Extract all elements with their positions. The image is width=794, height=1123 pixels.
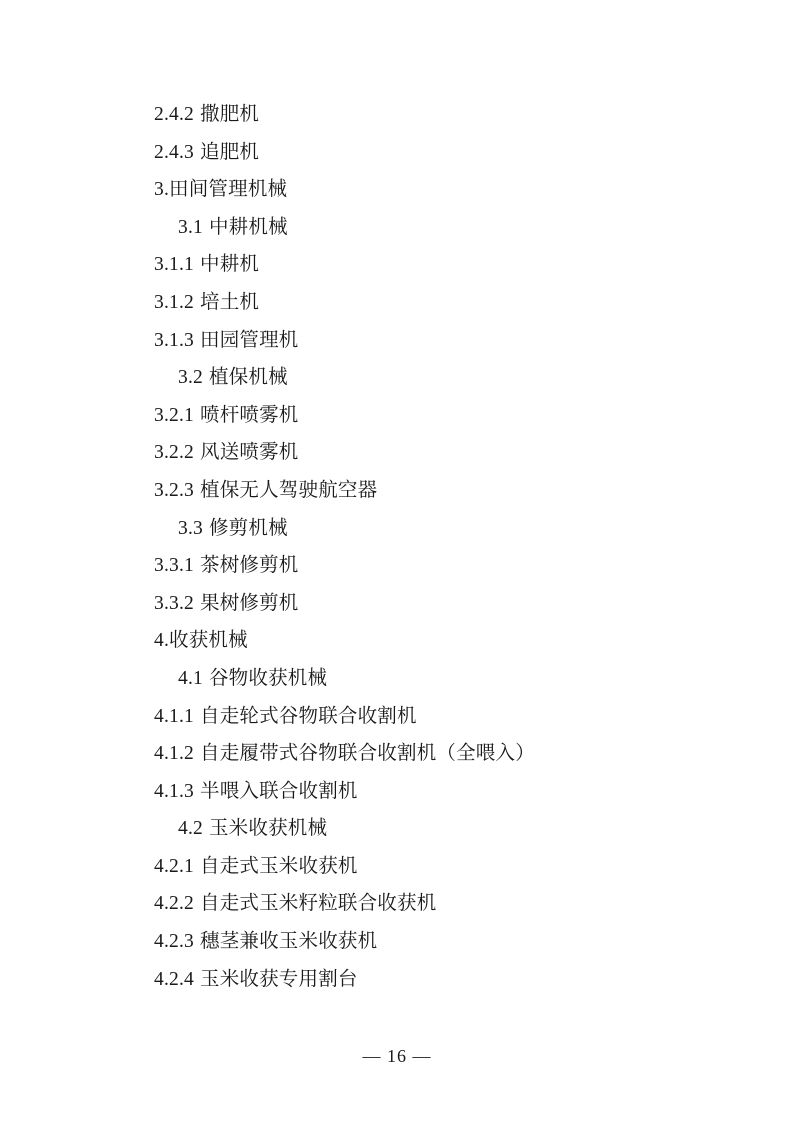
toc-entry[interactable] — [86, 585, 708, 623]
toc-entry-number: 3.2 — [178, 367, 203, 389]
table-of-contents — [86, 96, 708, 998]
toc-entry-title: 修剪机械 — [208, 517, 288, 539]
toc-entry[interactable] — [86, 810, 708, 848]
toc-entry-title: 中耕机械 — [208, 216, 288, 238]
toc-entry-title: 植保无人驾驶航空器 — [200, 479, 378, 501]
toc-entry-title: 玉米收获机械 — [208, 818, 328, 840]
toc-entry[interactable] — [86, 961, 708, 999]
toc-entry[interactable] — [86, 660, 708, 698]
toc-entry-title: 玉米收获专用割台 — [200, 968, 358, 990]
toc-entry-title: 田间管理机械 — [169, 179, 288, 201]
toc-entry[interactable] — [86, 735, 708, 773]
page-footer — [0, 1046, 794, 1067]
toc-entry[interactable] — [86, 284, 708, 322]
toc-entry-title: 果树修剪机 — [200, 592, 299, 614]
toc-entry-number: 4.2.4 — [154, 968, 194, 990]
toc-entry-number: 2.4.2 — [154, 104, 194, 125]
toc-entry-title: 茶树修剪机 — [200, 555, 299, 577]
toc-entry[interactable] — [86, 885, 708, 923]
page-number: — 16 — — [362, 1046, 432, 1066]
toc-entry-number: 4.2.2 — [154, 893, 194, 915]
toc-entry-number: 3.3 — [178, 517, 203, 539]
toc-entry-number: 3.1 — [178, 216, 203, 238]
toc-entry[interactable] — [86, 96, 708, 134]
toc-entry[interactable] — [86, 359, 708, 397]
toc-entry[interactable] — [86, 134, 708, 172]
toc-entry-number: 4. — [154, 630, 170, 652]
toc-entry-title: 风送喷雾机 — [200, 442, 299, 464]
toc-entry-title: 谷物收获机械 — [208, 667, 328, 689]
toc-entry-number: 3.1.2 — [154, 291, 194, 313]
toc-entry[interactable] — [86, 773, 708, 811]
toc-entry[interactable] — [86, 434, 708, 472]
toc-entry-title: 穗茎兼收玉米收获机 — [200, 931, 378, 953]
toc-entry[interactable] — [86, 397, 708, 435]
toc-entry[interactable] — [86, 472, 708, 510]
toc-entry-number: 4.2 — [178, 818, 203, 840]
toc-entry-number: 4.2.1 — [154, 855, 194, 877]
toc-entry-title: 收获机械 — [169, 630, 248, 652]
toc-entry-number: 3.2.3 — [154, 479, 194, 501]
toc-entry[interactable] — [86, 209, 708, 247]
toc-entry-title: 中耕机 — [200, 254, 260, 276]
toc-entry-title: 喷杆喷雾机 — [200, 404, 299, 426]
toc-entry[interactable] — [86, 698, 708, 736]
toc-entry-number: 3.1.3 — [154, 329, 194, 351]
toc-entry-number: 4.1.2 — [154, 743, 194, 765]
toc-entry-title: 撒肥机 — [200, 104, 260, 125]
toc-entry-number: 4.1 — [178, 667, 203, 689]
toc-entry-number: 4.2.3 — [154, 931, 194, 953]
toc-entry-number: 3.3.1 — [154, 555, 194, 577]
toc-entry-title: 自走式玉米籽粒联合收获机 — [200, 893, 437, 915]
toc-entry-title: 半喂入联合收割机 — [200, 780, 358, 802]
toc-entry[interactable] — [86, 848, 708, 886]
toc-entry-number: 3.3.2 — [154, 592, 194, 614]
toc-entry[interactable] — [86, 622, 708, 660]
toc-entry-title: 培土机 — [200, 291, 260, 313]
toc-entry[interactable] — [86, 246, 708, 284]
toc-entry-title: 追肥机 — [200, 141, 260, 163]
toc-entry-title: 植保机械 — [208, 367, 288, 389]
toc-entry-number: 4.1.3 — [154, 780, 194, 802]
toc-entry[interactable] — [86, 322, 708, 360]
toc-entry-number: 3.2.2 — [154, 442, 194, 464]
toc-entry-number: 3.2.1 — [154, 404, 194, 426]
toc-entry[interactable] — [86, 510, 708, 548]
toc-entry[interactable] — [86, 547, 708, 585]
toc-entry-title: 自走轮式谷物联合收割机 — [200, 705, 417, 727]
toc-entry-number: 3. — [154, 179, 170, 201]
toc-entry-title: 自走履带式谷物联合收割机（全喂入） — [200, 743, 535, 765]
toc-entry-number: 2.4.3 — [154, 141, 194, 163]
toc-entry-title: 田园管理机 — [200, 329, 299, 351]
toc-entry-title: 自走式玉米收获机 — [200, 855, 358, 877]
toc-entry-number: 4.1.1 — [154, 705, 194, 727]
toc-entry[interactable] — [86, 923, 708, 961]
toc-entry[interactable] — [86, 171, 708, 209]
toc-entry-number: 3.1.1 — [154, 254, 194, 276]
